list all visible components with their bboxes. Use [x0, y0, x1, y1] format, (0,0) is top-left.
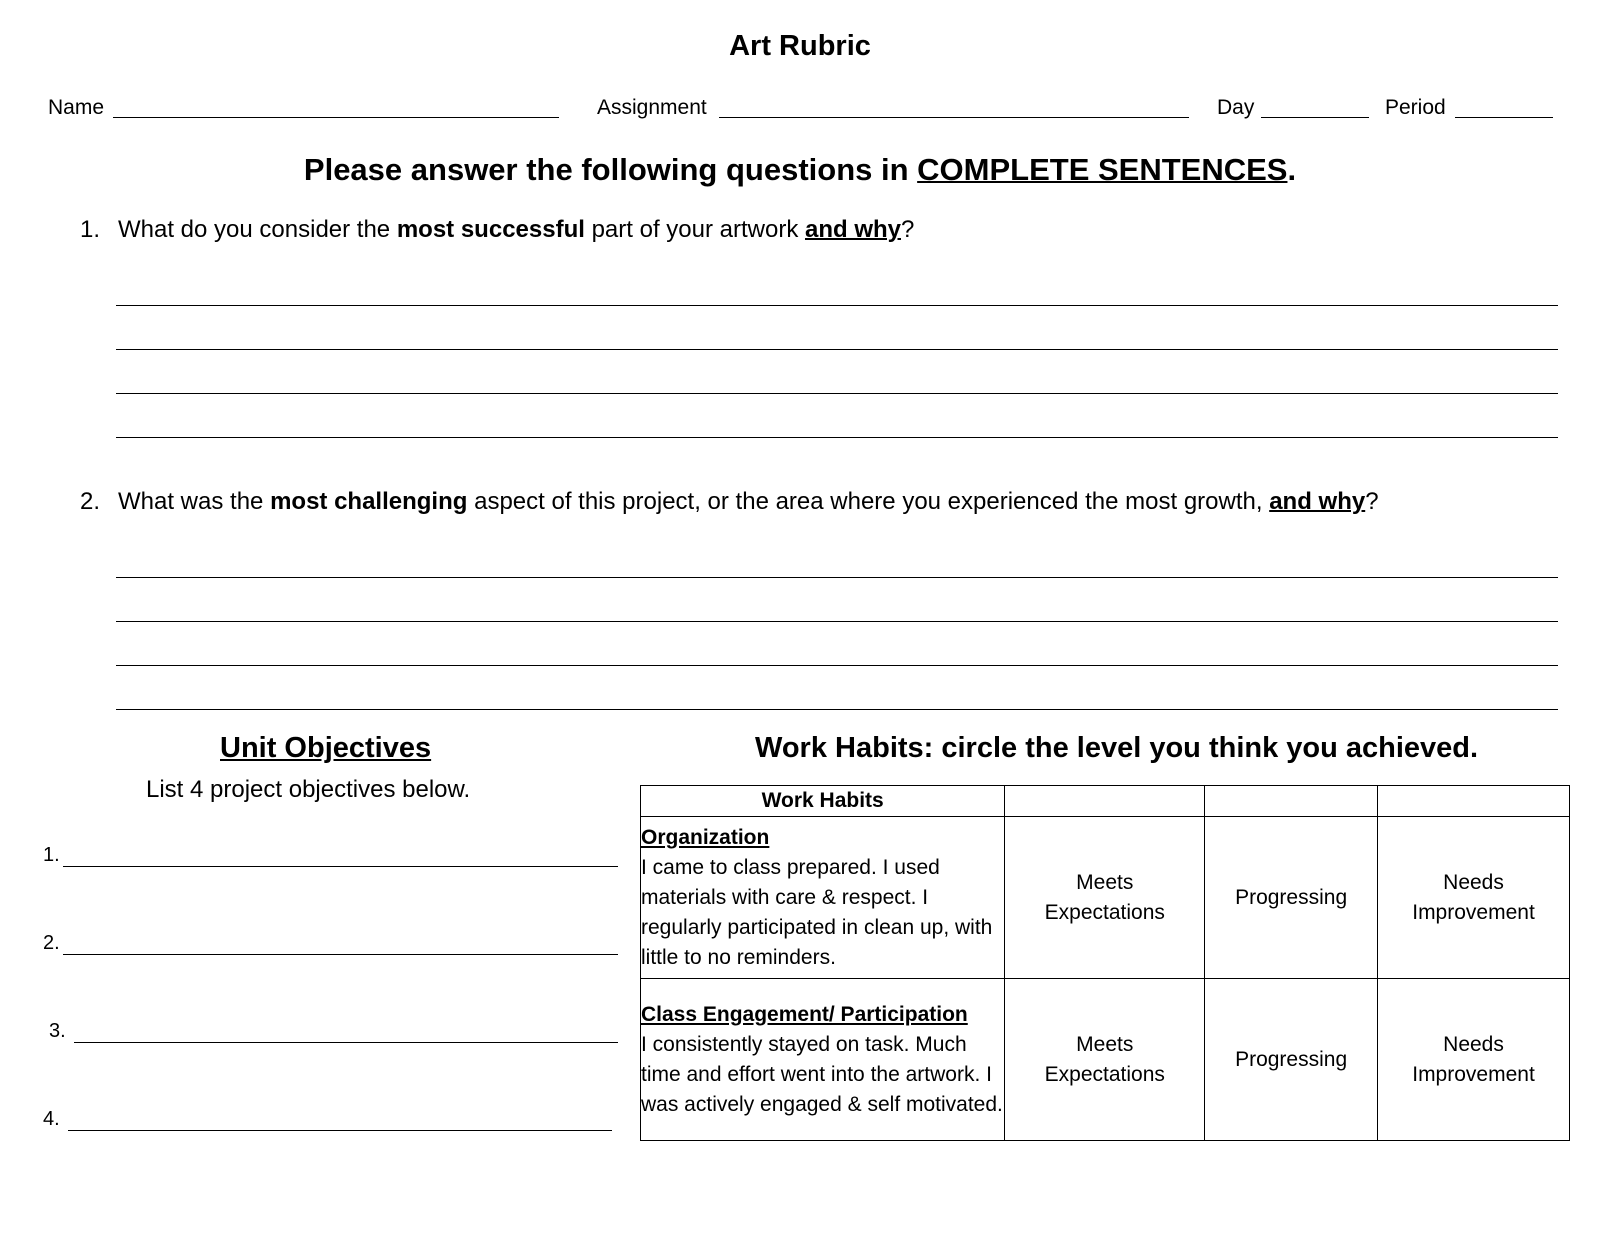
level-meets-expectations[interactable]: Meets Expectations — [1005, 979, 1205, 1141]
criterion-cell — [641, 979, 1005, 1141]
page-title: Art Rubric — [729, 30, 871, 62]
answer-line[interactable] — [116, 393, 1558, 394]
work-habits-table — [640, 785, 1570, 1141]
level-progressing[interactable]: Progressing — [1205, 979, 1378, 1141]
objective-number: 3. — [49, 1020, 66, 1042]
objective-line[interactable] — [63, 866, 618, 867]
assignment-field[interactable] — [719, 117, 1189, 118]
name-field[interactable] — [113, 117, 559, 118]
assignment-label: Assignment — [597, 96, 707, 119]
answer-line[interactable] — [116, 305, 1558, 306]
answer-line[interactable] — [116, 709, 1558, 710]
instructions: Please answer the following questions in COMPLETE SENTENCES. — [303, 152, 1297, 187]
question-2: 2. What was the most challenging aspect of this project, or the area where you experienced the most growth, and why? — [80, 488, 1379, 515]
objective-number: 4. — [43, 1108, 60, 1130]
objective-line[interactable] — [74, 1042, 618, 1043]
answer-line[interactable] — [116, 349, 1558, 350]
level-progressing[interactable]: Progressing — [1205, 817, 1378, 979]
level-needs-improvement[interactable]: Needs Improvement — [1378, 817, 1570, 979]
work-habits-header: Work Habits — [641, 786, 1005, 817]
unit-objectives-subtitle: List 4 project objectives below. — [146, 776, 471, 803]
criterion-heading: Class Engagement/ Participation — [641, 1002, 968, 1026]
period-field[interactable] — [1455, 117, 1553, 118]
criterion-text: I came to class prepared. I used materials with care & respect. I regularly participated in clean up, with little to no reminders. — [641, 855, 993, 969]
empty-header-cell — [1378, 786, 1570, 817]
criterion-cell — [641, 817, 1005, 979]
table-row — [641, 817, 1570, 979]
table-header-row — [641, 786, 1570, 817]
level-needs-improvement[interactable]: Needs Improvement — [1378, 979, 1570, 1141]
empty-header-cell — [1005, 786, 1205, 817]
answer-line[interactable] — [116, 665, 1558, 666]
objective-number: 1. — [43, 844, 60, 866]
criterion-heading: Organization — [641, 825, 770, 849]
answer-line[interactable] — [116, 621, 1558, 622]
answer-line[interactable] — [116, 437, 1558, 438]
empty-header-cell — [1205, 786, 1378, 817]
level-meets-expectations[interactable]: Meets Expectations — [1005, 817, 1205, 979]
day-field[interactable] — [1261, 117, 1369, 118]
objective-line[interactable] — [63, 954, 618, 955]
objective-number: 2. — [43, 932, 60, 954]
table-row — [641, 979, 1570, 1141]
question-1: 1. What do you consider the most successful part of your artwork and why? — [80, 216, 915, 243]
period-label: Period — [1385, 96, 1446, 119]
unit-objectives-title: Unit Objectives — [220, 732, 432, 764]
answer-line[interactable] — [116, 577, 1558, 578]
instructions-emphasis: COMPLETE SENTENCES — [917, 152, 1288, 187]
day-label: Day — [1217, 96, 1255, 119]
criterion-text: I consistently stayed on task. Much time and effort went into the artwork. I was actively engaged & self motivated. — [641, 1032, 1003, 1116]
name-label: Name — [48, 96, 105, 119]
objective-line[interactable] — [68, 1130, 612, 1131]
work-habits-title: Work Habits: circle the level you think you achieved. — [755, 732, 1479, 764]
